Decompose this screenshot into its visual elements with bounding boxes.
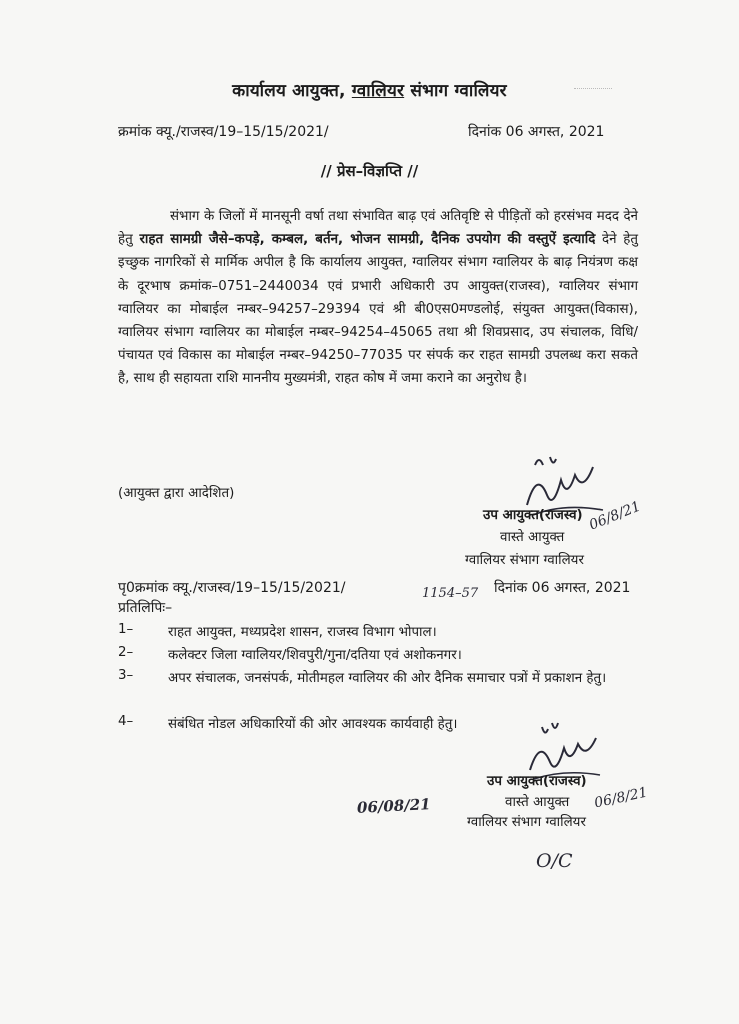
list-item-number: 2– — [118, 645, 134, 660]
ordered-by: (आयुक्त द्वारा आदेशित) — [118, 486, 235, 501]
list-item-text: अपर संचालक, जनसंपर्क, मोतीमहल ग्वालियर की ओर दैनिक समाचार पत्रों में प्रकाशन हेतु। — [168, 671, 607, 686]
title-suffix: संभाग ग्वालियर — [410, 81, 507, 101]
body-bold-part: राहत सामग्री जैसे–कपड़े, कम्बल, बर्तन, भोजन सामग्री, दैनिक उपयोग की वस्तुऐं इत्यादि — [139, 232, 596, 248]
signature-2-handwritten-date: 06/8/21 — [592, 784, 650, 812]
list-item-number: 3– — [118, 668, 134, 683]
list-item-text: कलेक्टर जिला ग्वालियर/शिवपुरी/गुना/दतिया एवं अशोकनगर। — [168, 648, 462, 663]
body-part-1: संभाग के जिलों में मानसूनी वर्षा तथा संभावित बाढ़ एवं अतिवृष्टि से पीड़ितों को हरसंभव मदद देने हेतु — [118, 209, 638, 248]
title-prefix: कार्यालय आयुक्त, — [232, 81, 346, 101]
copy-reference-date: दिनांक 06 अगस्त, 2021 — [494, 580, 631, 596]
office-title — [0, 78, 739, 101]
signature-1-handwritten-date: 06/8/21 — [586, 498, 644, 534]
title-city: ग्वालियर — [351, 81, 405, 101]
list-item-text: संबंधित नोडल अधिकारियों की ओर आवश्यक कार्यवाही हेतु। — [168, 717, 458, 732]
signature-2-behalf: वास्ते आयुक्त — [505, 795, 570, 810]
press-release-body — [118, 205, 638, 391]
handwritten-oc-note: O/C — [536, 850, 573, 872]
list-item-text: राहत आयुक्त, मध्यप्रदेश शासन, राजस्व विभाग भोपाल। — [168, 625, 437, 640]
list-item-number: 4– — [118, 714, 134, 729]
signature-1-behalf: वास्ते आयुक्त — [500, 530, 565, 545]
signature-2-designation: उप आयुक्त(राजस्व) — [487, 774, 587, 789]
reference-number: क्रमांक क्यू./राजस्व/19–15/15/2021/ — [118, 124, 329, 140]
reference-date: दिनांक 06 अगस्त, 2021 — [468, 124, 605, 140]
list-item-number: 1– — [118, 622, 134, 637]
copy-handwritten-number: 1154–57 — [422, 586, 479, 601]
handwritten-received-stamp: 06/08/21 — [356, 795, 432, 817]
press-release-heading: // प्रेस–विज्ञप्ति // — [320, 162, 419, 180]
signature-1-office: ग्वालियर संभाग ग्वालियर — [465, 553, 584, 568]
copy-label: प्रतिलिपिः– — [118, 600, 173, 616]
signature-1-designation: उप आयुक्त(राजस्व) — [483, 508, 583, 523]
signature-2-office: ग्वालियर संभाग ग्वालियर — [467, 815, 586, 830]
copy-reference-number: पृ0क्रमांक क्यू./राजस्व/19–15/15/2021/ — [118, 580, 346, 596]
body-part-2: देने हेतु इच्छुक नागरिकों से मार्मिक अपील है कि कार्यालय आयुक्त, ग्वालियर संभाग ग्वालियर के बाढ़ नियंत्रण कक्ष के दूरभाष क्रमांक–0751–2440034 एवं प्रभारी अधिकारी उप आयुक्त(राजस्व), ग्वालियर संभाग ग्वालियर का मोबाईल नम्बर–94257–29394 एवं श्री बी0एस0मण्डलोई, संयुक्त आयुक्त(विकास), ग्वालियर संभाग ग्वालियर का मोबाईल नम्बर–94254–45065 तथा श्री शिवप्रसाद, उप संचालक, विधि/ पंचायत एवं विकास का मोबाईल नम्बर–94250–77035 पर संपर्क कर राहत सामग्री उपलब्ध करा सकते है, साथ ही सहायता राशि माननीय मुख्यमंत्री, राहत कोष में जमा कराने का अनुरोध है। — [118, 232, 638, 387]
